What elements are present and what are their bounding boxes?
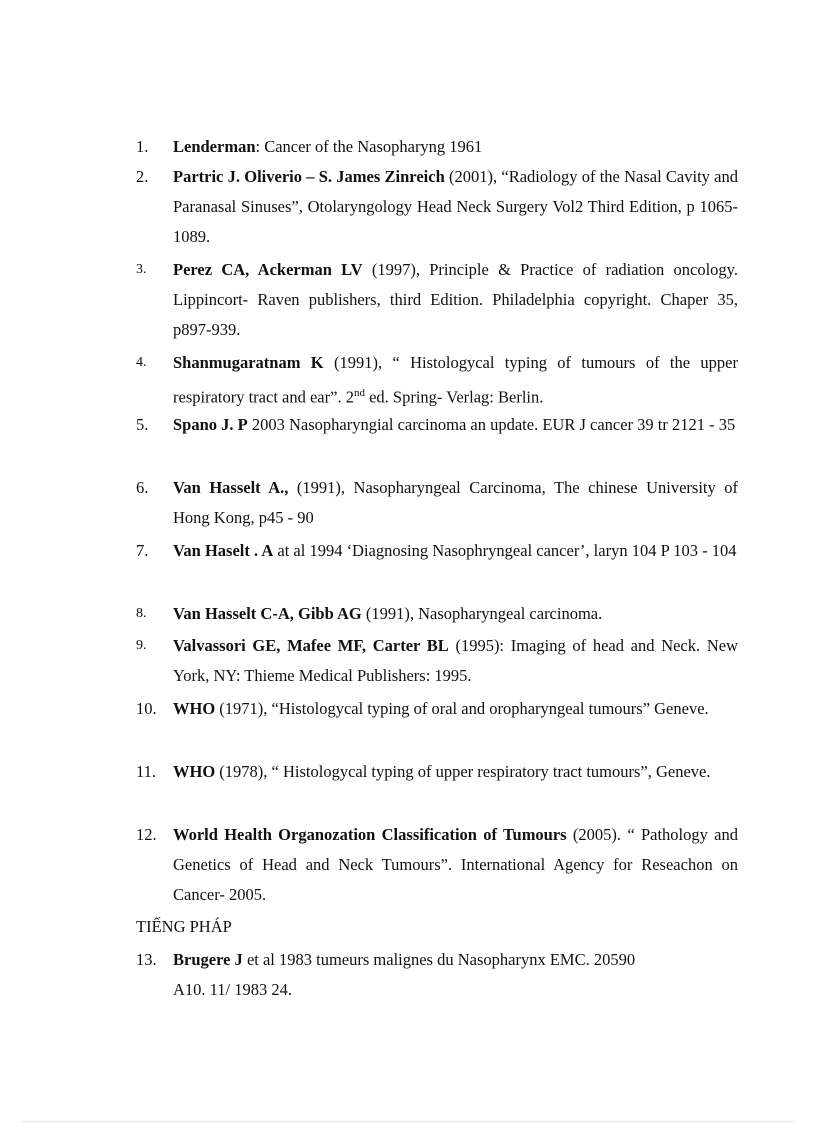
- reference-text: (1991), Nasopharyngeal carcinoma.: [361, 604, 603, 623]
- reference-item: [136, 599, 738, 629]
- reference-number: 11.: [136, 762, 157, 781]
- reference-body: [173, 631, 738, 691]
- section-heading: TIẾNG PHÁP: [136, 917, 232, 936]
- reference-author: Van Haselt . A: [173, 541, 274, 560]
- reference-number: 1.: [136, 137, 149, 156]
- reference-number: 10.: [136, 699, 157, 718]
- reference-author: WHO: [173, 762, 216, 781]
- reference-text: (2001), “Radiology of the Nasal Cavity and Paranasal Sinuses”, Otolaryngology Head Neck Surgery Vol2 Third Edition, p 1065-1089.: [173, 167, 738, 246]
- reference-text: (1991), Nasopharyngeal Carcinoma, The chinese University of Hong Kong, p45 - 90: [173, 478, 738, 527]
- reference-item: [136, 631, 738, 691]
- reference-text: (1978), “ Histologycal typing of upper respiratory tract tumours”, Geneve.: [215, 762, 711, 781]
- reference-number: 9.: [136, 638, 147, 653]
- reference-body: [173, 694, 738, 724]
- reference-number: 12.: [136, 825, 157, 844]
- reference-author: Lenderman: [173, 137, 256, 156]
- reference-item: [136, 473, 738, 533]
- reference-number: 13.: [136, 950, 157, 969]
- reference-item: [136, 162, 738, 252]
- reference-author: Brugere J: [173, 950, 243, 969]
- reference-text: at al 1994 ‘Diagnosing Nasophryngeal cancer’, laryn 104 P 103 - 104: [273, 541, 737, 560]
- reference-text: (1997), Principle & Practice of radiation oncology. Lippincort- Raven publishers, third Edition. Philadelphia copyright. Chaper 35, p897-939.: [173, 260, 738, 339]
- reference-body: [173, 162, 738, 252]
- reference-body: [173, 599, 738, 629]
- reference-author: Partric J. Oliverio – S. James Zinreich: [173, 167, 445, 186]
- reference-body: [173, 945, 738, 1005]
- reference-number: 4.: [136, 355, 147, 370]
- reference-text: (1971), “Histologycal typing of oral and oropharyngeal tumours” Geneve.: [215, 699, 709, 718]
- reference-number: 6.: [136, 478, 149, 497]
- reference-body: [173, 536, 738, 566]
- reference-item: [136, 536, 738, 566]
- reference-author: Shanmugaratnam K: [173, 353, 324, 372]
- reference-author: Van Hasselt A.,: [173, 478, 289, 497]
- reference-text: (1995): Imaging of head and Neck. New York, NY: Thieme Medical Publishers: 1995.: [173, 636, 738, 685]
- page-bottom-rule: [22, 1121, 794, 1122]
- reference-author: Perez CA, Ackerman LV: [173, 260, 363, 279]
- reference-superscript: nd: [353, 387, 365, 399]
- reference-item: [136, 757, 738, 787]
- reference-body: [173, 820, 738, 910]
- reference-body: [173, 410, 738, 440]
- reference-item: [136, 694, 738, 724]
- reference-body: [173, 473, 738, 533]
- reference-body: [173, 348, 738, 413]
- reference-author: World Health Organozation Classification of Tumours: [173, 825, 567, 844]
- reference-number: 5.: [136, 415, 149, 434]
- reference-number: 7.: [136, 541, 149, 560]
- reference-number: 3.: [136, 262, 147, 277]
- reference-number: 8.: [136, 606, 147, 621]
- reference-author: Spano J. P: [173, 415, 248, 434]
- reference-item: [136, 410, 738, 440]
- reference-body: [173, 132, 738, 162]
- reference-author: Valvassori GE, Mafee MF, Carter BL: [173, 636, 449, 655]
- reference-item: [136, 945, 738, 1005]
- reference-body: [173, 255, 738, 345]
- reference-author: Van Hasselt C-A, Gibb AG: [173, 604, 362, 623]
- reference-text: 2003 Nasopharyngial carcinoma an update. EUR J cancer 39 tr 2121 - 35: [247, 415, 736, 434]
- reference-number: 2.: [136, 167, 149, 186]
- reference-text: A10. 11/ 1983 24.: [173, 980, 293, 999]
- reference-text: (2005). “ Pathology and Genetics of Head and Neck Tumours”. International Agency for Reseachon on Cancer- 2005.: [173, 825, 738, 904]
- reference-item: [136, 132, 738, 162]
- reference-item: [136, 348, 738, 413]
- reference-text: et al 1983 tumeurs malignes du Nasopharynx EMC. 20590: [242, 950, 636, 969]
- reference-text: (1991), “ Histologycal typing of tumours of the upper respiratory tract and ear”. 2: [173, 353, 738, 407]
- reference-item: [136, 820, 738, 910]
- reference-body: [173, 757, 738, 787]
- reference-item: [136, 255, 738, 345]
- reference-text: : Cancer of the Nasopharyng 1961: [255, 137, 483, 156]
- reference-author: WHO: [173, 699, 216, 718]
- reference-text: ed. Spring- Verlag: Berlin.: [364, 387, 544, 407]
